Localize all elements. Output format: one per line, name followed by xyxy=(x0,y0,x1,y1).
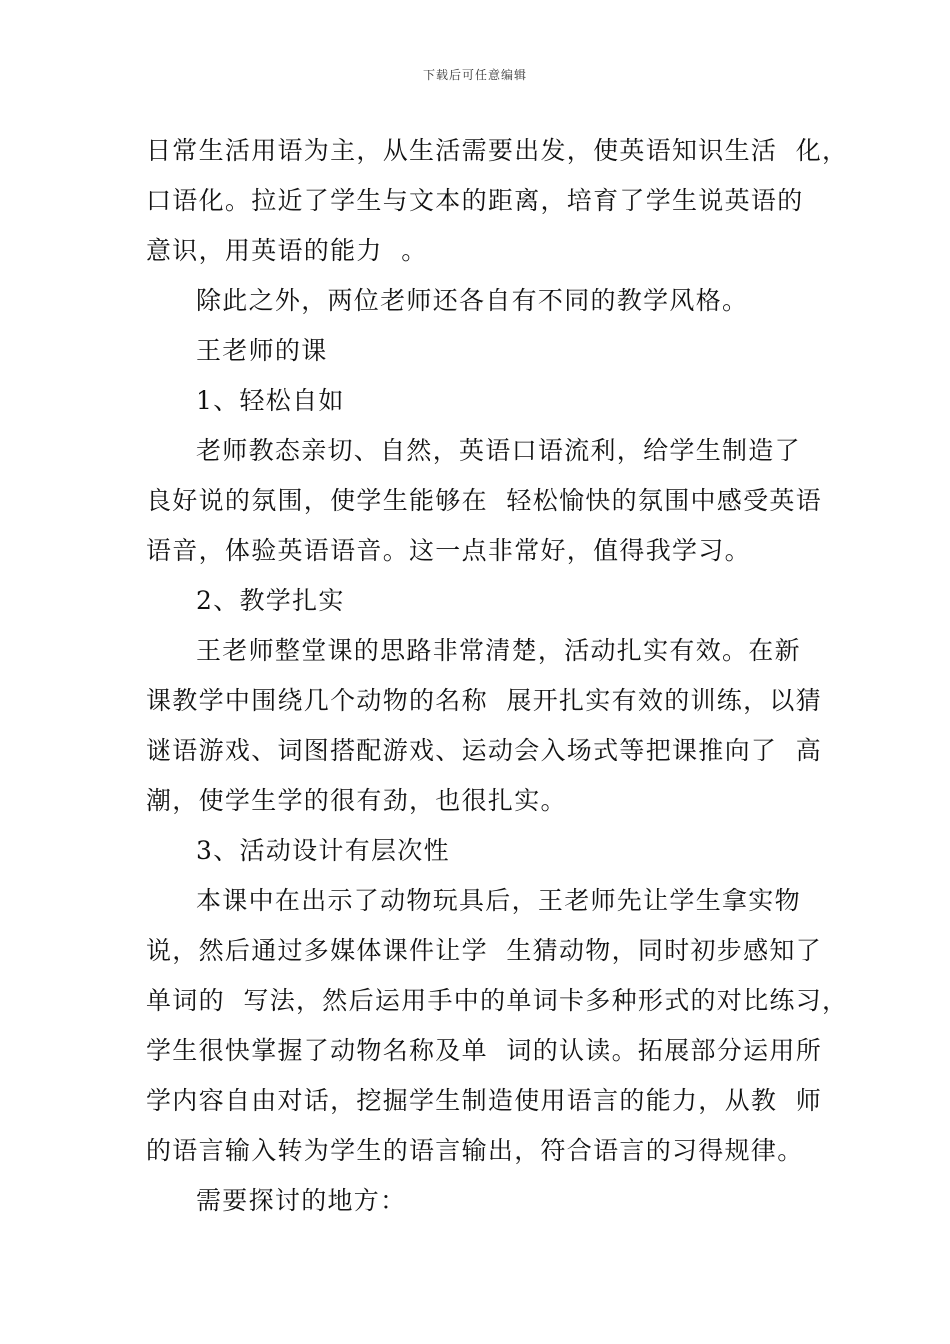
text-line: 王老师整堂课的思路非常清楚，活动扎实有效。在新 xyxy=(196,636,801,665)
text-line: 3、活动设计有层次性 xyxy=(196,836,450,865)
page-header: 下载后可任意编辑 xyxy=(422,68,527,82)
text-line: 良好说的氛围，使学生能够在 轻松愉快的氛围中感受英语 xyxy=(146,486,822,515)
text-line: 本课中在出示了动物玩具后，王老师先让学生拿实物 xyxy=(196,886,801,915)
text-line: 除此之外，两位老师还各自有不同的教学风格。 xyxy=(196,286,749,315)
text-line: 单词的 写法，然后运用手中的单词卡多种形式的对比练习， xyxy=(146,986,849,1015)
text-line: 的语言输入转为学生的语言输出，符合语言的习得规律。 xyxy=(146,1136,804,1165)
text-line: 说，然后通过多媒体课件让学 生猜动物，同时初步感知了 xyxy=(146,936,822,965)
text-line: 学内容自由对话，挖掘学生制造使用语言的能力，从教 师 xyxy=(146,1086,822,1115)
text-line: 日常生活用语为主，从生活需要出发，使英语知识生活 化， xyxy=(146,136,849,165)
text-line: 潮，使学生学的很有劲，也很扎实。 xyxy=(146,786,567,815)
text-line: 老师教态亲切、自然，英语口语流利，给学生制造了 xyxy=(196,436,801,465)
text-line: 需要探讨的地方： xyxy=(196,1186,407,1215)
text-line: 1、轻松自如 xyxy=(196,386,345,415)
text-line: 学生很快掌握了动物名称及单 词的认读。拓展部分运用所 xyxy=(146,1036,822,1065)
text-line: 意识，用英语的能力 。 xyxy=(146,236,428,265)
text-line: 语音，体验英语语音。这一点非常好，值得我学习。 xyxy=(146,536,751,565)
text-line: 课教学中围绕几个动物的名称 展开扎实有效的训练，以猜 xyxy=(146,686,822,715)
text-line: 王老师的课 xyxy=(196,336,328,365)
document-body xyxy=(146,126,849,1226)
text-line: 口语化。拉近了学生与文本的距离，培育了学生说英语的 xyxy=(146,186,804,215)
text-line: 2、教学扎实 xyxy=(196,586,345,615)
text-line: 谜语游戏、词图搭配游戏、运动会入场式等把课推向了 高 xyxy=(146,736,822,765)
